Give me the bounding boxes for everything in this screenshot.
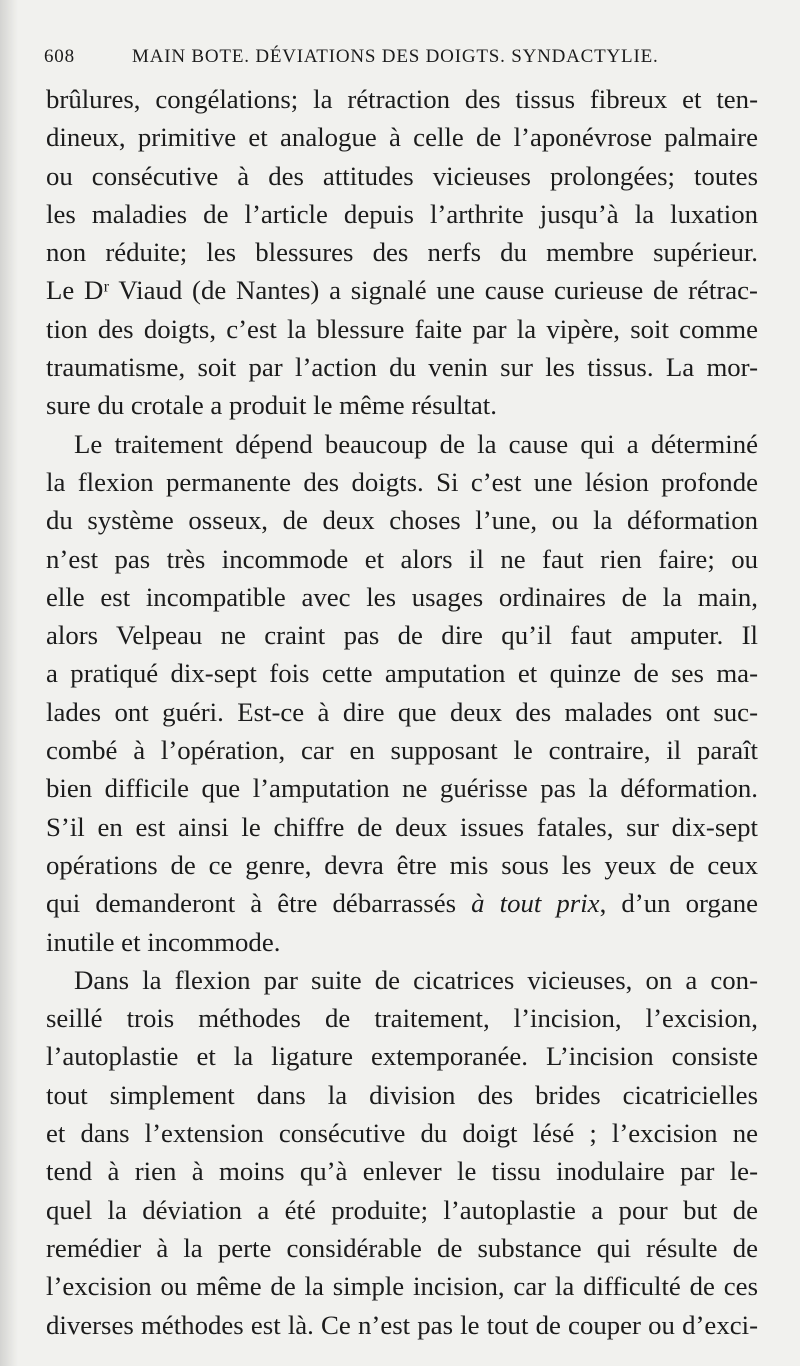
text-line: ou consécutive à des attitudes vicieuses prolongées; toutes bbox=[46, 160, 758, 191]
text-line: tout simplement dans la division des brides cicatricielles bbox=[46, 1079, 758, 1110]
italic-phrase: à tout prix bbox=[471, 888, 600, 919]
text-line: bien difficile que l’amputation ne guérisse pas la déformation. bbox=[46, 773, 758, 804]
paragraph-1 bbox=[46, 80, 758, 425]
text-line: combé à l’opération, car en supposant le contraire, il paraît bbox=[46, 735, 758, 766]
text-line: opérations de ce genre, devra être mis sous les yeux de ceux bbox=[46, 849, 758, 880]
text-line-with-italic: qui demanderont à être débarrassés à tout prix, d’un organe bbox=[46, 888, 758, 919]
body-text bbox=[46, 80, 758, 1344]
text-line: les maladies de l’article depuis l’arthrite jusqu’à la luxation bbox=[46, 198, 758, 229]
text-line: dineux, primitive et analogue à celle de l’aponévrose palmaire bbox=[46, 122, 758, 153]
text-line: S’il en est ainsi le chiffre de deux issues fatales, sur dix-sept bbox=[46, 811, 758, 842]
running-title: MAIN BOTE. DÉVIATIONS DES DOIGTS. SYNDACTYLIE. bbox=[132, 46, 659, 67]
text-line: tion des doigts, c’est la blessure faite par la vipère, soit comme bbox=[46, 313, 758, 344]
text-line: Le Dʳ Viaud (de Nantes) a signalé une cause curieuse de rétrac- bbox=[46, 275, 758, 306]
text-line: l’autoplastie et la ligature extemporanée. L’incision consiste bbox=[46, 1041, 758, 1072]
text-line: l’excision ou même de la simple incision, car la difficulté de ces bbox=[46, 1271, 758, 1302]
text-line: Dans la flexion par suite de cicatrices vicieuses, on a con- bbox=[74, 964, 758, 995]
text-line: tend à rien à moins qu’à enlever le tissu inodulaire par le- bbox=[46, 1156, 758, 1187]
text-line: la flexion permanente des doigts. Si c’est une lésion profonde bbox=[46, 466, 758, 497]
text-line: Le traitement dépend beaucoup de la cause qui a déterminé bbox=[74, 428, 758, 459]
page-spine-shadow bbox=[0, 0, 18, 1366]
text-line: et dans l’extension consécutive du doigt lésé ; l’excision ne bbox=[46, 1118, 758, 1149]
text-line: alors Velpeau ne craint pas de dire qu’il faut amputer. Il bbox=[46, 620, 758, 651]
page-number: 608 bbox=[44, 46, 75, 67]
paragraph-3 bbox=[46, 961, 758, 1344]
text-line: a pratiqué dix-sept fois cette amputation et quinze de ses ma- bbox=[46, 658, 758, 689]
text-line: n’est pas très incommode et alors il ne faut rien faire; ou bbox=[46, 543, 758, 574]
text-line: du système osseux, de deux choses l’une, ou la déformation bbox=[46, 505, 758, 536]
text-line: remédier à la perte considérable de substance qui résulte de bbox=[46, 1232, 758, 1263]
text-line: inutile et incommode. bbox=[46, 926, 281, 957]
text-line: seillé trois méthodes de traitement, l’incision, l’excision, bbox=[46, 1003, 758, 1034]
running-header bbox=[44, 42, 760, 82]
text-line: diverses méthodes est là. Ce n’est pas le tout de couper ou d’exci- bbox=[46, 1309, 758, 1340]
text-line: non réduite; les blessures des nerfs du membre supérieur. bbox=[46, 237, 758, 268]
text-line: traumatisme, soit par l’action du venin sur les tissus. La mor- bbox=[46, 352, 758, 383]
text-line: brûlures, congélations; la rétraction des tissus fibreux et ten- bbox=[46, 84, 758, 114]
text-line: elle est incompatible avec les usages ordinaires de la main, bbox=[46, 581, 758, 612]
text-line: sure du crotale a produit le même résultat. bbox=[46, 390, 497, 421]
text-line: lades ont guéri. Est-ce à dire que deux des malades ont suc- bbox=[46, 696, 758, 727]
paragraph-2 bbox=[46, 425, 758, 961]
text-line: quel la déviation a été produite; l’autoplastie a pour but de bbox=[46, 1194, 758, 1225]
